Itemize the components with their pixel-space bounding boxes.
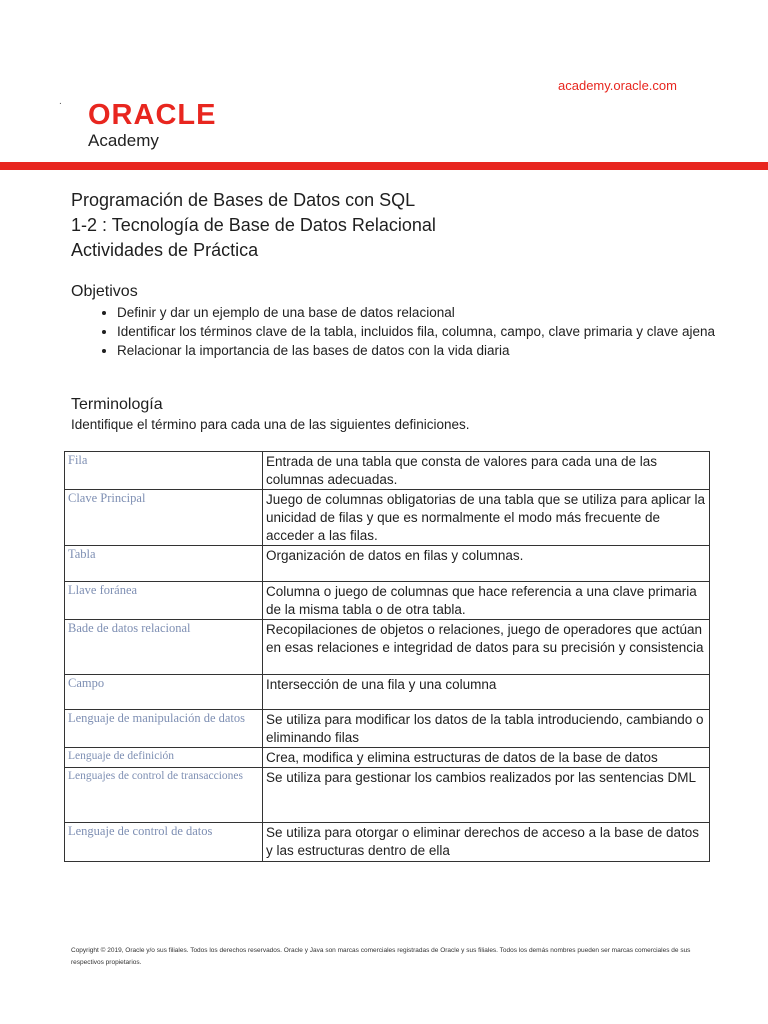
table-row — [65, 452, 710, 490]
terminology-instructions: Identifique el término para cada una de las siguientes definiciones. — [71, 417, 470, 432]
term-cell: Tabla — [65, 546, 263, 582]
definition-cell: Columna o juego de columnas que hace referencia a una clave primaria de la misma tabla o de otra tabla. — [263, 582, 710, 620]
objectives-list — [71, 303, 757, 360]
definition-cell: Se utiliza para modificar los datos de la tabla introduciendo, cambiando o eliminando filas — [263, 710, 710, 748]
document-title — [71, 188, 436, 263]
definition-cell: Intersección de una fila y una columna — [263, 675, 710, 710]
definition-cell: Se utiliza para otorgar o eliminar derechos de acceso a la base de datos y las estructuras dentro de ella — [263, 823, 710, 862]
table-row — [65, 620, 710, 675]
table-row — [65, 582, 710, 620]
copyright-footer: Copyright © 2019, Oracle y/o sus filiales. Todos los derechos reservados. Oracle y Java son marcas comerciales registradas de Oracle y sus filiales. Todos los demás nombres pueden ser marcas comerciales de sus respectivos propietarios. — [71, 947, 691, 966]
header-red-bar — [0, 162, 768, 170]
site-url-link[interactable]: academy.oracle.com — [558, 78, 677, 93]
term-cell: Llave foránea — [65, 582, 263, 620]
title-course: Programación de Bases de Datos con SQL — [71, 190, 416, 210]
definition-cell: Se utiliza para gestionar los cambios realizados por las sentencias DML — [263, 768, 710, 823]
table-row — [65, 546, 710, 582]
table-row — [65, 748, 710, 768]
table-row — [65, 710, 710, 748]
terminology-heading: Terminología — [71, 396, 163, 413]
definition-cell: Entrada de una tabla que consta de valores para cada una de las columnas adecuadas. — [263, 452, 710, 490]
definition-cell: Organización de datos en filas y columnas. — [263, 546, 710, 582]
term-cell: Lenguajes de control de transacciones — [65, 768, 263, 823]
title-lesson: 1-2 : Tecnología de Base de Datos Relacional — [71, 215, 436, 235]
definition-cell: Recopilaciones de objetos o relaciones, juego de operadores que actúan en esas relaciones e integridad de datos para su precisión y consistencia — [263, 620, 710, 675]
term-cell: Lenguaje de manipulación de datos — [65, 710, 263, 748]
oracle-academy-logo — [88, 100, 216, 151]
stray-dot: . — [59, 96, 62, 107]
table-row — [65, 490, 710, 546]
term-cell: Campo — [65, 675, 263, 710]
terminology-table — [64, 451, 710, 862]
objective-item: • Relacionar la importancia de las bases de datos con la vida diaria — [117, 341, 757, 360]
table-row — [65, 675, 710, 710]
definition-cell: Juego de columnas obligatorias de una tabla que se utiliza para aplicar la unicidad de filas y que es normalmente el modo más frecuente de acceder a las filas. — [263, 490, 710, 546]
logo-wordmark: ORACLE — [88, 99, 217, 131]
term-cell: Bade de datos relacional — [65, 620, 263, 675]
objective-item: • Identificar los términos clave de la tabla, incluidos fila, columna, campo, clave primaria y clave ajena — [117, 322, 757, 341]
table-row — [65, 823, 710, 862]
logo-subtitle: Academy — [88, 131, 159, 150]
title-activity: Actividades de Práctica — [71, 240, 259, 260]
term-cell: Fila — [65, 452, 263, 490]
term-cell: Lenguaje de control de datos — [65, 823, 263, 862]
table-row — [65, 768, 710, 823]
objectives-heading: Objetivos — [71, 283, 138, 300]
objective-item: • Definir y dar un ejemplo de una base de datos relacional — [117, 303, 757, 322]
term-cell: Clave Principal — [65, 490, 263, 546]
term-cell: Lenguaje de definición — [65, 748, 263, 768]
definition-cell: Crea, modifica y elimina estructuras de datos de la base de datos — [263, 748, 710, 768]
